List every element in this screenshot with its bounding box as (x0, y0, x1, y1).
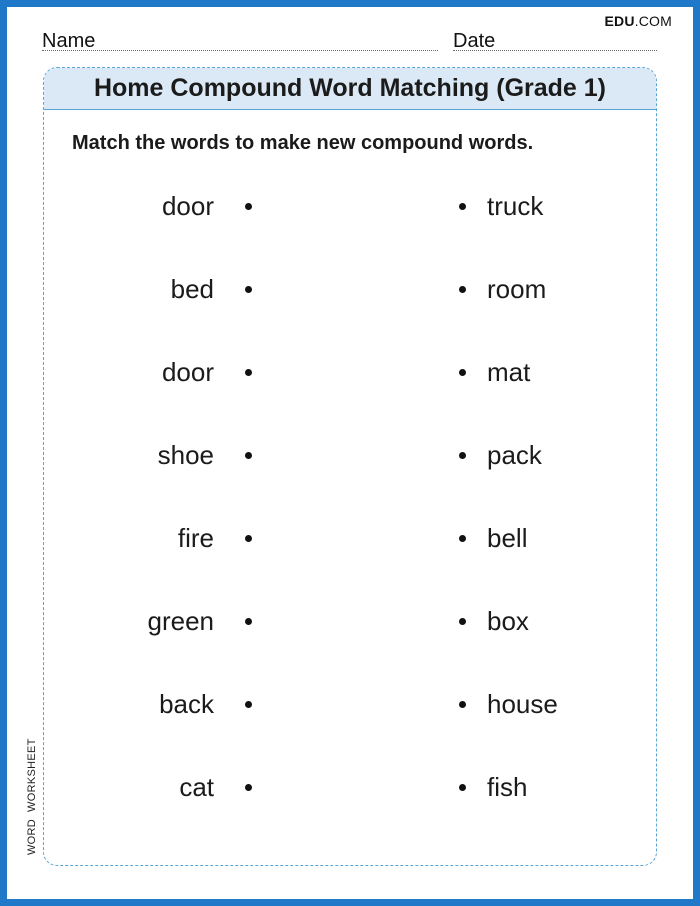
left-bullet[interactable] (245, 286, 252, 293)
left-bullet[interactable] (245, 535, 252, 542)
name-line[interactable] (42, 50, 438, 51)
worksheet-title: Home Compound Word Matching (Grade 1) (93, 74, 607, 102)
side-label: WORDWORKSHEET (26, 738, 38, 855)
right-bullet[interactable] (459, 452, 466, 459)
left-bullet[interactable] (245, 618, 252, 625)
left-bullet[interactable] (245, 452, 252, 459)
left-word: cat (179, 772, 214, 802)
left-bullet[interactable] (245, 701, 252, 708)
name-label: Name (42, 30, 96, 52)
match-row (0, 186, 700, 226)
right-bullet[interactable] (459, 286, 466, 293)
left-word: fire (177, 523, 214, 553)
left-word: back (159, 689, 214, 719)
right-bullet[interactable] (459, 203, 466, 210)
left-word: green (147, 606, 214, 636)
right-word: mat (487, 357, 531, 387)
match-row (0, 518, 700, 558)
left-word: bed (170, 274, 214, 304)
instructions: Match the words to make new compound words. (72, 132, 534, 154)
brand-logo: EDU.COM (604, 13, 672, 29)
match-row (0, 767, 700, 807)
right-bullet[interactable] (459, 701, 466, 708)
left-bullet[interactable] (245, 784, 252, 791)
right-word: house (487, 689, 558, 719)
left-bullet[interactable] (245, 369, 252, 376)
date-label: Date (453, 30, 496, 52)
right-word: truck (487, 191, 544, 221)
match-row (0, 601, 700, 641)
right-word: bell (487, 523, 528, 553)
match-row (0, 269, 700, 309)
right-word: pack (487, 440, 542, 470)
right-bullet[interactable] (459, 784, 466, 791)
match-row (0, 684, 700, 724)
right-word: fish (487, 772, 528, 802)
match-row (0, 352, 700, 392)
title-bar (44, 68, 656, 110)
date-line[interactable] (453, 50, 657, 51)
right-word: room (487, 274, 547, 304)
match-row (0, 435, 700, 475)
left-word: door (161, 191, 214, 221)
left-bullet[interactable] (245, 203, 252, 210)
right-bullet[interactable] (459, 618, 466, 625)
left-word: shoe (157, 440, 214, 470)
right-bullet[interactable] (459, 369, 466, 376)
left-word: door (161, 357, 214, 387)
right-word: box (487, 606, 529, 636)
right-bullet[interactable] (459, 535, 466, 542)
